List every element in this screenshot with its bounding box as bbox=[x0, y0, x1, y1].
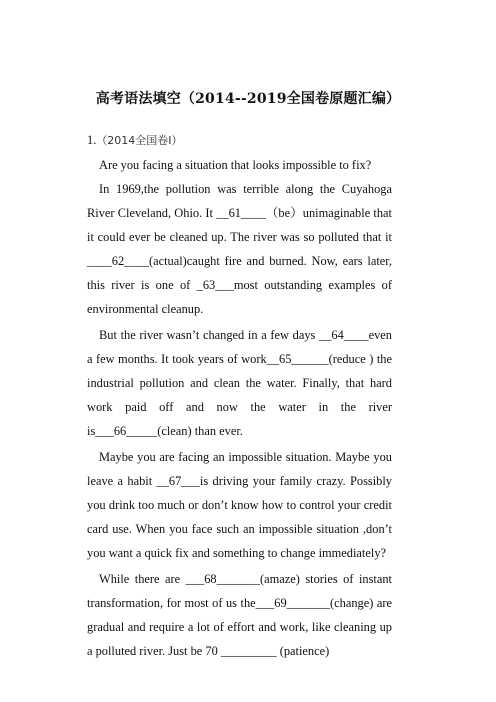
paragraph-1: Are you facing a situation that looks impossible to fix? bbox=[99, 158, 372, 172]
document-body bbox=[87, 128, 392, 663]
section-number: 1. bbox=[87, 133, 97, 147]
paragraph-3: But the river wasn’t changed in a few days __64____even a few months. It took years of work__65______(reduce ) the industrial pollution and clean the water. Finally, that hard work paid off and now the water in the river is___66_____(clean) than ever. bbox=[87, 328, 392, 438]
section-heading bbox=[87, 128, 392, 153]
page-title: 高考语法填空（2014--2019全国卷原题汇编） bbox=[95, 91, 401, 107]
paragraph-2: In 1969,the pollution was terrible along the Cuyahoga River Cleveland, Ohio. It __61____（be）unimaginable that it could ever be cleaned up. The river was so polluted that it ____62____(actual)caught fire and burned. Now, ears later, this river is one of _63___most outstanding examples of environmental cleanup. bbox=[87, 182, 392, 316]
paragraph-5: While there are ___68_______(amaze) stories of instant transformation, for most of us the___69_______(change) are gradual and require a lot of effort and work, like cleaning up a polluted river. Just be 70 _________ (patience) bbox=[87, 572, 392, 658]
section-source: （2014全国卷Ⅰ） bbox=[96, 134, 183, 147]
paragraph-4: Maybe you are facing an impossible situation. Maybe you leave a habit __67___is driving your family crazy. Possibly you drink too much or don’t know how to control your credit card use. When you face such an impossible situation ,don’t you want a quick fix and something to change immediately? bbox=[87, 450, 392, 560]
